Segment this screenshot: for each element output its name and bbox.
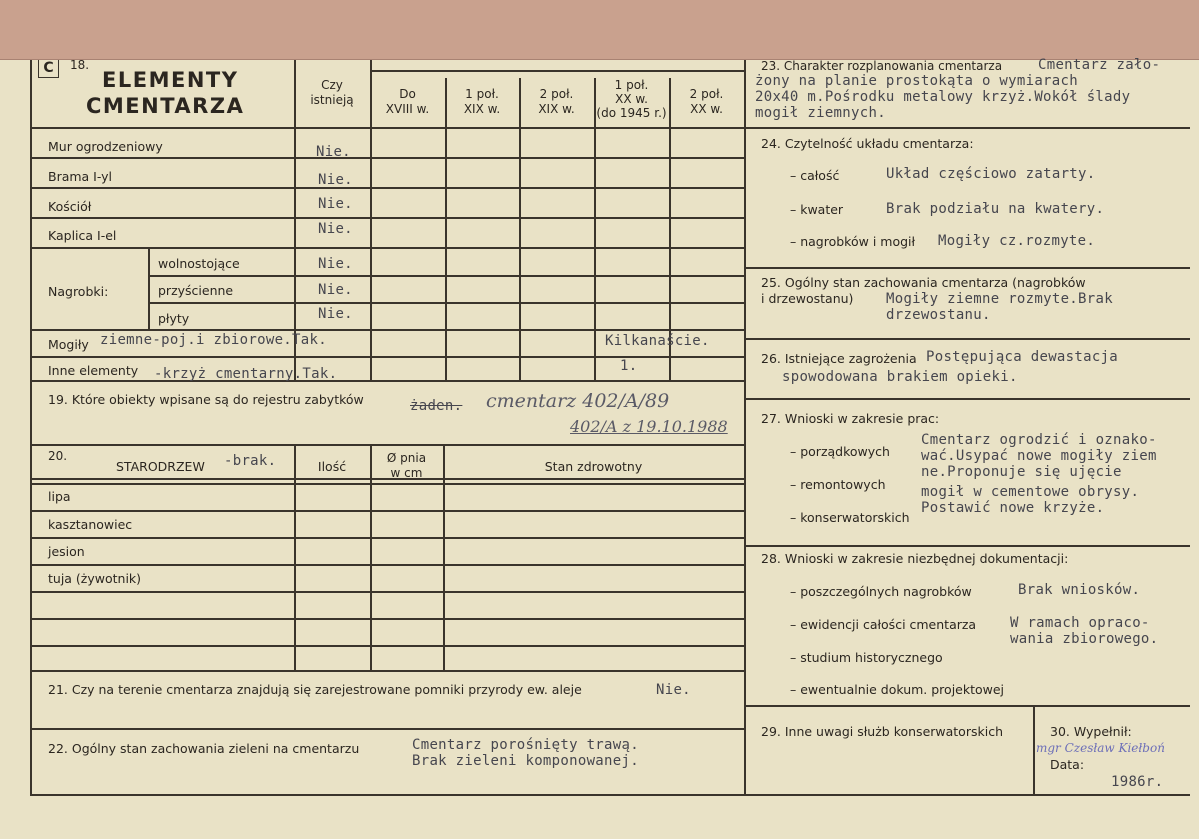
section24-label: 24. Czytelność układu cmentarza: bbox=[761, 136, 974, 151]
row-label-mogily: Mogiły bbox=[48, 337, 89, 352]
section25-label-line2: i drzewostanu) bbox=[761, 291, 854, 306]
section19-handwritten-register: cmentarz 402/A/89 bbox=[486, 390, 670, 412]
section28-item2-label: – ewidencji całości cmentarza bbox=[790, 617, 977, 632]
section22-value-line1: Cmentarz porośnięty trawą. bbox=[412, 737, 639, 753]
section25-value-line1: Mogiły ziemne rozmyte.Brak bbox=[886, 291, 1113, 307]
tree-row-lipa: lipa bbox=[48, 489, 71, 504]
col-header-do18: Do XVIII w. bbox=[385, 87, 430, 116]
section18-title-line1: ELEMENTY bbox=[102, 68, 239, 92]
row-label-nagrobki: Nagrobki: bbox=[48, 284, 109, 299]
section19-handwritten-date: 402/A z 19.10.1988 bbox=[570, 417, 728, 436]
section27-remontowych-label: – remontowych bbox=[790, 477, 886, 492]
section27-value-line5: Postawić nowe krzyże. bbox=[921, 500, 1105, 516]
section19-label: 19. Które obiekty wpisane są do rejestru zabytków bbox=[48, 392, 364, 407]
section27-value-line4: mogił w cementowe obrysy. bbox=[921, 484, 1140, 500]
row-value-przyscienne: Nie. bbox=[318, 282, 353, 298]
section26-value-line2: spowodowana brakiem opieki. bbox=[782, 369, 1018, 385]
tree-row-kasztanowiec: kasztanowiec bbox=[48, 517, 133, 532]
row-label-mur: Mur ogrodzeniowy bbox=[48, 139, 163, 154]
section28-item2-value-line2: wania zbiorowego. bbox=[1010, 631, 1159, 647]
section28-item1-value: Brak wniosków. bbox=[1018, 582, 1141, 598]
section21-value: Nie. bbox=[656, 682, 691, 698]
section23-value-line4: mogił ziemnych. bbox=[755, 105, 886, 121]
section23-value-line3: 20x40 m.Pośrodku metalowy krzyż.Wokół ślady bbox=[755, 89, 1131, 105]
section27-porzadkowych-label: – porządkowych bbox=[790, 444, 890, 459]
section30-stamp: mgr Czesław Kiełboń bbox=[1036, 741, 1165, 755]
col-header-ilosc: Ilość bbox=[317, 459, 347, 474]
tree-row-tuja: tuja (żywotnik) bbox=[48, 571, 142, 586]
section24-nagrobkow-value: Mogiły cz.rozmyte. bbox=[938, 233, 1096, 249]
section21-label: 21. Czy na terenie cmentarza znajdują się zarejestrowane pomniki przyrody ew. aleje bbox=[48, 682, 582, 697]
section30-date-value: 1986r. bbox=[1111, 774, 1164, 790]
section28-item3-label: – studium historycznego bbox=[790, 650, 943, 665]
row-value-kosciol: Nie. bbox=[318, 196, 353, 212]
section24-calosc-value: Układ częściowo zatarty. bbox=[886, 166, 1096, 182]
row-label-kosciol: Kościół bbox=[48, 199, 92, 214]
binding-tape bbox=[0, 0, 1199, 60]
section23-value-line1: Cmentarz zało- bbox=[1038, 57, 1161, 73]
section28-item4-label: – ewentualnie dokum. projektowej bbox=[790, 682, 1005, 697]
col-header-exists: Czy istnieją bbox=[310, 78, 354, 107]
section24-nagrobkow-label: – nagrobków i mogił bbox=[790, 234, 916, 249]
col-header-stan: Stan zdrowotny bbox=[544, 459, 643, 474]
col-header-pien: Ø pnia w cm bbox=[386, 451, 427, 480]
section22-value-line2: Brak zieleni komponowanej. bbox=[412, 753, 639, 769]
bottom-border-left bbox=[30, 794, 745, 796]
section27-value-line3: ne.Proponuje się ujęcie bbox=[921, 464, 1122, 480]
section20-value: -brak. bbox=[224, 453, 277, 469]
section22-label: 22. Ogólny stan zachowania zieleni na cmentarzu bbox=[48, 741, 360, 756]
record-card bbox=[30, 57, 1190, 839]
section24-kwater-value: Brak podziału na kwatery. bbox=[886, 201, 1105, 217]
row-value-mur: Nie. bbox=[316, 144, 351, 160]
col-header-19b: 2 poł. XIX w. bbox=[538, 87, 575, 116]
section18-title-line2: CMENTARZA bbox=[86, 94, 245, 118]
section24-kwater-label: – kwater bbox=[790, 202, 844, 217]
row-value-brama: Nie. bbox=[318, 172, 353, 188]
row-label-plyty: płyty bbox=[158, 311, 190, 326]
row-label-brama: Brama I-yl bbox=[48, 169, 113, 184]
section24-calosc-label: – całość bbox=[790, 168, 840, 183]
section26-label: 26. Istniejące zagrożenia bbox=[761, 351, 917, 366]
row-value-wolnostojace: Nie. bbox=[318, 256, 353, 272]
tree-row-jesion: jesion bbox=[48, 544, 85, 559]
section30-date-label: Data: bbox=[1050, 757, 1085, 772]
section23-value-line2: żony na planie prostokąta o wymiarach bbox=[755, 73, 1078, 89]
section27-value-line1: Cmentarz ogrodzić i oznako- bbox=[921, 432, 1157, 448]
row-value-inne: -krzyż cmentarny.Tak. bbox=[154, 366, 338, 382]
section28-item2-value-line1: W ramach opraco- bbox=[1010, 615, 1150, 631]
section29-label: 29. Inne uwagi służb konserwatorskich bbox=[761, 724, 1003, 739]
section20-title: STARODRZEW bbox=[116, 459, 205, 474]
left-border bbox=[30, 60, 32, 795]
section25-value-line2: drzewostanu. bbox=[886, 307, 991, 323]
section23-label: 23. Charakter rozplanowania cmentarza bbox=[761, 59, 1003, 73]
section30-label: 30. Wypełnił: bbox=[1050, 724, 1132, 739]
section20-number: 20. bbox=[48, 449, 68, 463]
row-label-przyscienne: przyścienne bbox=[158, 283, 234, 298]
section28-label: 28. Wnioski w zakresie niezbędnej dokumentacji: bbox=[761, 551, 1069, 566]
row-count-mogily: Kilkanaście. bbox=[605, 333, 710, 349]
col-header-19a: 1 poł. XIX w. bbox=[463, 87, 501, 116]
row-value-mogily: ziemne-poj.i zbiorowe.Tak. bbox=[100, 332, 327, 348]
col-header-20b: 2 poł. XX w. bbox=[689, 87, 724, 116]
section18-number: 18. bbox=[70, 58, 90, 72]
card-letter-box: C bbox=[38, 60, 59, 78]
section19-crossed-value: żaden. bbox=[410, 398, 463, 414]
section27-label: 27. Wnioski w zakresie prac: bbox=[761, 411, 940, 426]
row-value-kaplica: Nie. bbox=[318, 221, 353, 237]
row-label-inne: Inne elementy bbox=[48, 363, 139, 378]
middle-divider bbox=[744, 60, 746, 795]
section27-konserwatorskich-label: – konserwatorskich bbox=[790, 510, 910, 525]
section26-value-line1: Postępująca dewastacja bbox=[926, 349, 1119, 365]
row-label-wolnostojace: wolnostojące bbox=[158, 256, 240, 271]
section27-value-line2: wać.Usypać nowe mogiły ziem bbox=[921, 448, 1157, 464]
section28-item1-label: – poszczególnych nagrobków bbox=[790, 584, 972, 599]
row-count-inne: 1. bbox=[620, 358, 638, 374]
section25-label-line1: 25. Ogólny stan zachowania cmentarza (nagrobków bbox=[761, 275, 1086, 290]
row-value-plyty: Nie. bbox=[318, 306, 353, 322]
col-header-20a: 1 poł. XX w. (do 1945 r.) bbox=[596, 78, 667, 120]
row-label-kaplica: Kaplica I-el bbox=[48, 228, 117, 243]
